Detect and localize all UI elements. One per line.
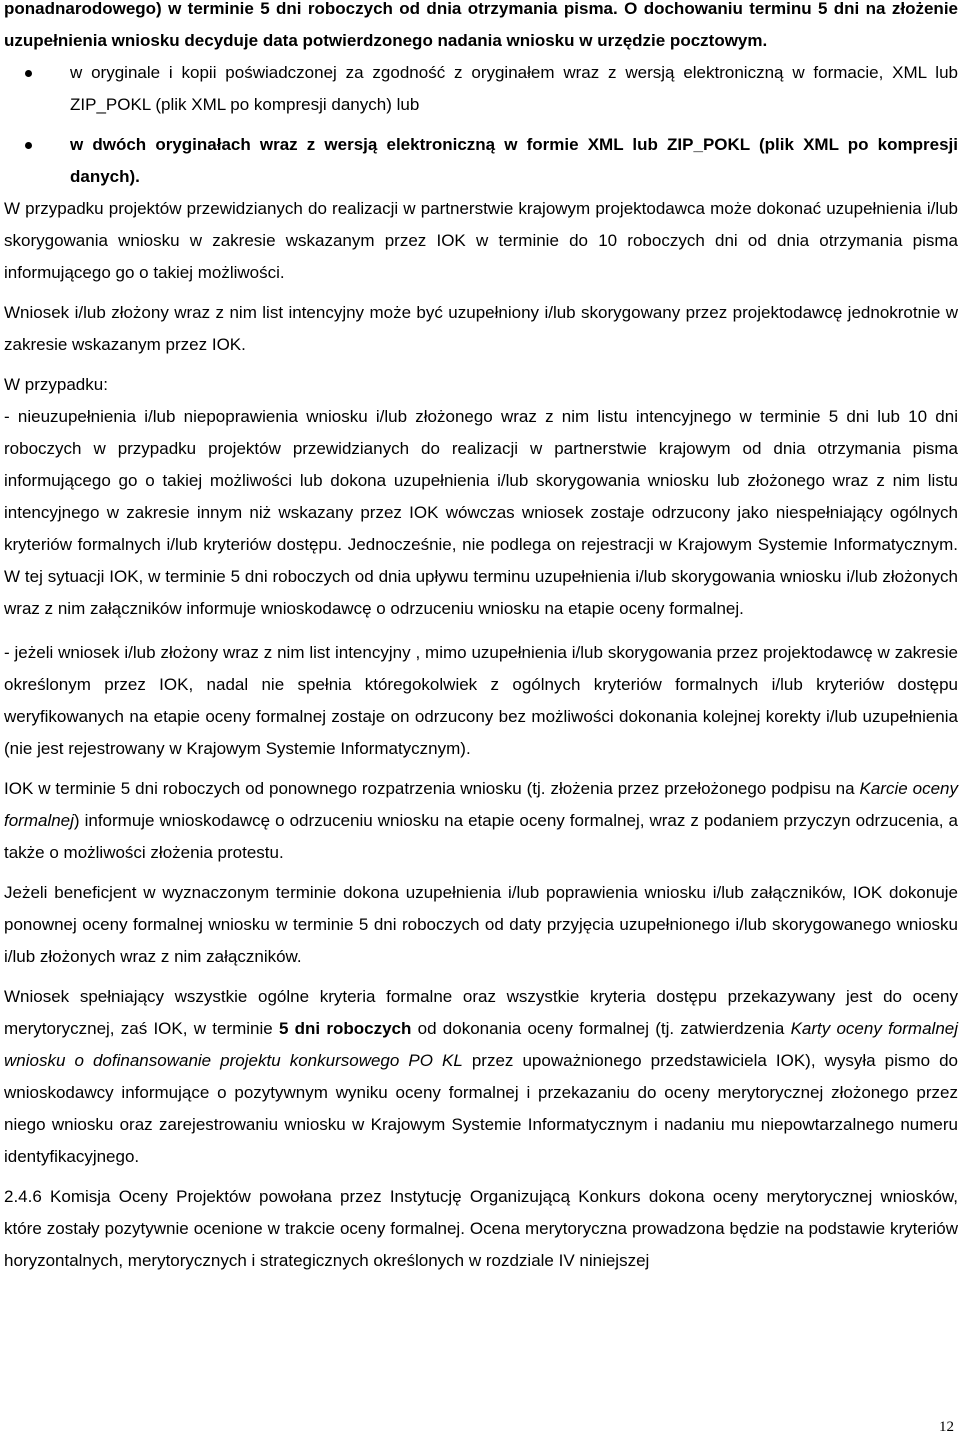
emphasis-text: Karcie oceny formalnej [4,779,958,830]
emphasis-text: Karty oceny formalnej wniosku o dofinansowanie projektu konkursowego PO KL [4,1019,959,1070]
document-page [4,0,958,1277]
list-item [4,57,958,121]
paragraph-reassessment: Jeżeli beneficjent w wyznaczonym terminie dokona uzupełnienia i/lub poprawienia wniosku i/lub załączników, IOK dokonuje ponownej oceny formalnej wniosku w terminie 5 dni roboczych od daty przyjęcia uzupełnionego i/lub skorygowanego wniosku i/lub złożonych wraz z nim załączników. [4,883,958,966]
paragraph-section-2-4-6: 2.4.6 Komisja Oceny Projektów powołana przez Instytucję Organizującą Konkurs dokona oceny merytorycznej wniosków, które zostały pozytywnie ocenione w trakcie oceny formalnej. Ocena merytoryczna prowadzona będzie na podstawie kryteriów horyzontalnych, merytorycznych i strategicznych określonych w rozdziale IV niniejszej [4,1187,958,1270]
text-run: ) informuje wnioskodawcę o odrzuceniu wniosku na etapie oceny formalnej, wraz z podaniem przyczyn odrzucenia, a także o możliwości złożenia protestu. [4,811,958,862]
list-item [4,129,958,193]
intro-paragraph: ponadnarodowego) w terminie 5 dni roboczych od dnia otrzymania pisma. O dochowaniu terminu 5 dni na złożenie uzupełnienia wniosku decyduje data potwierdzonego nadania wniosku w urzędzie pocztowym. [4,0,958,50]
paragraph-positive-result [4,981,958,1173]
paragraph-rejection-notice [4,773,958,869]
submission-format-list [4,57,958,193]
paragraph-case-no-correction: - nieuzupełnienia i/lub niepoprawienia wniosku i/lub złożonego wraz z nim listu intencyjnego w terminie 5 dni lub 10 dni roboczych w przypadku projektów przewidzianych do realizacji w partnerstwie krajowym od dnia otrzymania pisma informującego go o takiej możliwości lub dokona uzupełnienia i/lub skorygowania wniosku lub złożonego wraz z nim listu intencyjnego w zakresie innym niż wskazany przez IOK wówczas wniosek zostaje odrzucony jako niespełniający ogólnych kryteriów formalnych i/lub kryteriów dostępu. Jednocześnie, nie podlega on rejestracji w Krajowym Systemie Informatycznym. W tej sytuacji IOK, w terminie 5 dni roboczych od dnia upływu terminu uzupełnienia i/lub skorygowania wniosku i/lub złożonych wraz z nim załączników informuje wnioskodawcę o odrzuceniu wniosku na etapie oceny formalnej. [4,407,958,618]
bullet-icon [25,70,32,77]
list-item-text: w dwóch oryginałach wraz z wersją elektroniczną w formie XML lub ZIP_POKL (plik XML po kompresji danych). [70,135,958,186]
text-run: Wniosek spełniający wszystkie ogólne kryteria formalne oraz wszystkie kryteria dostępu przekazywany jest do oceny merytorycznej, zaś IOK, w terminie [4,987,958,1038]
text-run: IOK w terminie 5 dni roboczych od ponownego rozpatrzenia wniosku (tj. złożenia przez przełożonego podpisu na [4,779,860,798]
paragraph-case-intro: W przypadku: [4,375,108,394]
page-number: 12 [939,1419,954,1435]
text-run: od dokonania oceny formalnej (tj. zatwierdzenia [411,1019,791,1038]
paragraph-single-correction: Wniosek i/lub złożony wraz z nim list intencyjny może być uzupełniony i/lub skorygowany przez projektodawcę jednokrotnie w zakresie wskazanym przez IOK. [4,303,958,354]
bold-text: 5 dni roboczych [278,1019,412,1038]
text-run: przez upoważnionego przedstawiciela IOK), wysyła pismo do wnioskodawcy informujące o pozytywnym wyniku oceny formalnej i przekazaniu do oceny merytorycznej złożonego przez niego wniosku oraz zarejestrowaniu wniosku w Krajowym Systemie Informatycznym i nadaniu mu niepowtarzalnego numeru identyfikacyjnego. [4,1051,958,1166]
paragraph-case-still-failing: - jeżeli wniosek i/lub złożony wraz z nim list intencyjny , mimo uzupełnienia i/lub skorygowania przez projektodawcę w zakresie określonym przez IOK, nadal nie spełnia któregokolwiek z ogólnych kryteriów formalnych i/lub kryteriów dostępu weryfikowanych na etapie oceny formalnej zostaje on odrzucony bez możliwości dokonania kolejnej korekty i/lub uzupełnienia (nie jest rejestrowany w Krajowym Systemie Informatycznym). [4,643,958,758]
paragraph-partnership: W przypadku projektów przewidzianych do realizacji w partnerstwie krajowym projektodawca może dokonać uzupełnienia i/lub skorygowania wniosku w zakresie wskazanym przez IOK w terminie do 10 roboczych dni od dnia otrzymania pisma informującego go o takiej możliwości. [4,199,958,282]
bullet-icon [25,142,32,149]
list-item-text: w oryginale i kopii poświadczonej za zgodność z oryginałem wraz z wersją elektroniczną w formacie, XML lub ZIP_POKL (plik XML po kompresji danych) lub [70,63,958,114]
